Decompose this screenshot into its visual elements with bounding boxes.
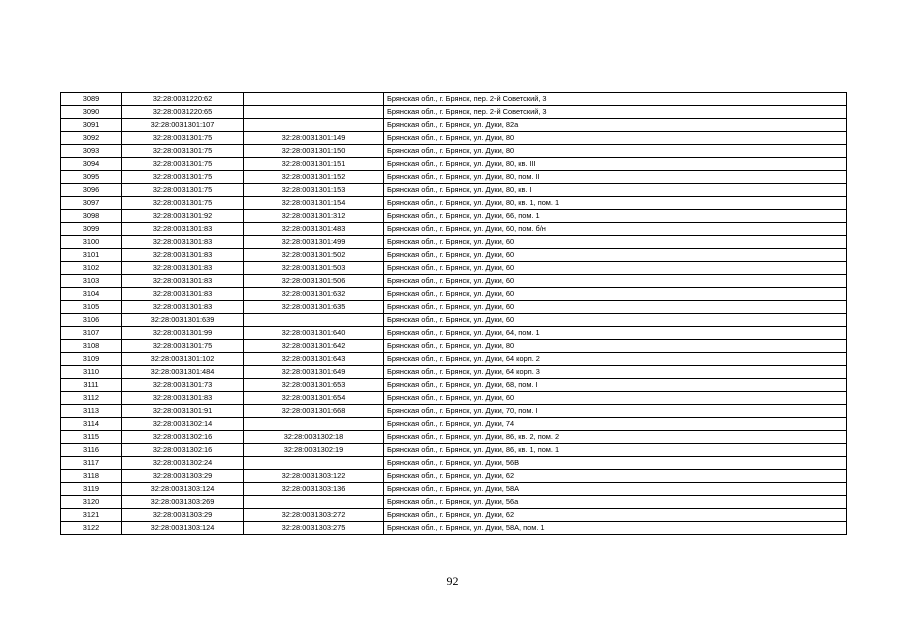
land-cadastral-number-cell: 32:28:0031302:16 [122, 444, 244, 457]
table-row [61, 145, 847, 158]
row-number-cell: 3104 [61, 288, 122, 301]
table-row [61, 314, 847, 327]
address-cell: Брянская обл., г. Брянск, ул. Дуки, 80, кв. III [384, 158, 847, 171]
land-cadastral-number-cell: 32:28:0031302:24 [122, 457, 244, 470]
row-number-cell: 3121 [61, 509, 122, 522]
land-cadastral-number-cell: 32:28:0031301:484 [122, 366, 244, 379]
land-cadastral-number-cell: 32:28:0031301:75 [122, 132, 244, 145]
object-cadastral-number-cell: 32:28:0031301:502 [244, 249, 384, 262]
object-cadastral-number-cell [244, 106, 384, 119]
table-row [61, 275, 847, 288]
object-cadastral-number-cell [244, 418, 384, 431]
address-cell: Брянская обл., г. Брянск, ул. Дуки, 74 [384, 418, 847, 431]
table-row [61, 210, 847, 223]
table-row [61, 470, 847, 483]
row-number-cell: 3107 [61, 327, 122, 340]
object-cadastral-number-cell: 32:28:0031301:152 [244, 171, 384, 184]
row-number-cell: 3105 [61, 301, 122, 314]
land-cadastral-number-cell: 32:28:0031303:269 [122, 496, 244, 509]
table-row [61, 353, 847, 366]
table-row [61, 119, 847, 132]
object-cadastral-number-cell: 32:28:0031301:642 [244, 340, 384, 353]
row-number-cell: 3106 [61, 314, 122, 327]
table-row [61, 340, 847, 353]
address-cell: Брянская обл., г. Брянск, ул. Дуки, 62 [384, 509, 847, 522]
object-cadastral-number-cell: 32:28:0031303:272 [244, 509, 384, 522]
row-number-cell: 3109 [61, 353, 122, 366]
land-cadastral-number-cell: 32:28:0031301:75 [122, 158, 244, 171]
object-cadastral-number-cell: 32:28:0031301:635 [244, 301, 384, 314]
object-cadastral-number-cell: 32:28:0031301:483 [244, 223, 384, 236]
row-number-cell: 3110 [61, 366, 122, 379]
object-cadastral-number-cell: 32:28:0031301:649 [244, 366, 384, 379]
table-row [61, 444, 847, 457]
address-cell: Брянская обл., г. Брянск, ул. Дуки, 62 [384, 470, 847, 483]
address-cell: Брянская обл., г. Брянск, ул. Дуки, 60 [384, 301, 847, 314]
row-number-cell: 3120 [61, 496, 122, 509]
row-number-cell: 3119 [61, 483, 122, 496]
table-row [61, 171, 847, 184]
address-cell: Брянская обл., г. Брянск, ул. Дуки, 86, кв. 2, пом. 2 [384, 431, 847, 444]
table-row [61, 431, 847, 444]
address-cell: Брянская обл., г. Брянск, ул. Дуки, 60 [384, 249, 847, 262]
row-number-cell: 3111 [61, 379, 122, 392]
address-cell: Брянская обл., г. Брянск, ул. Дуки, 80 [384, 145, 847, 158]
page-number: 92 [446, 574, 459, 588]
address-cell: Брянская обл., г. Брянск, ул. Дуки, 80, кв. I [384, 184, 847, 197]
land-cadastral-number-cell: 32:28:0031301:83 [122, 236, 244, 249]
object-cadastral-number-cell: 32:28:0031301:640 [244, 327, 384, 340]
address-cell: Брянская обл., г. Брянск, ул. Дуки, 60 [384, 275, 847, 288]
row-number-cell: 3117 [61, 457, 122, 470]
land-cadastral-number-cell: 32:28:0031301:75 [122, 340, 244, 353]
land-cadastral-number-cell: 32:28:0031303:124 [122, 522, 244, 535]
land-cadastral-number-cell: 32:28:0031301:92 [122, 210, 244, 223]
table-row [61, 522, 847, 535]
row-number-cell: 3092 [61, 132, 122, 145]
object-cadastral-number-cell [244, 457, 384, 470]
table-row [61, 509, 847, 522]
land-cadastral-number-cell: 32:28:0031302:16 [122, 431, 244, 444]
object-cadastral-number-cell: 32:28:0031301:668 [244, 405, 384, 418]
row-number-cell: 3097 [61, 197, 122, 210]
row-number-cell: 3115 [61, 431, 122, 444]
table-row [61, 327, 847, 340]
object-cadastral-number-cell: 32:28:0031303:275 [244, 522, 384, 535]
registry-table-body [61, 93, 847, 535]
row-number-cell: 3118 [61, 470, 122, 483]
object-cadastral-number-cell: 32:28:0031301:506 [244, 275, 384, 288]
row-number-cell: 3093 [61, 145, 122, 158]
address-cell: Брянская обл., г. Брянск, ул. Дуки, 68, пом. I [384, 379, 847, 392]
land-cadastral-number-cell: 32:28:0031301:83 [122, 301, 244, 314]
address-cell: Брянская обл., г. Брянск, ул. Дуки, 66, пом. 1 [384, 210, 847, 223]
object-cadastral-number-cell [244, 119, 384, 132]
land-cadastral-number-cell: 32:28:0031301:75 [122, 171, 244, 184]
row-number-cell: 3112 [61, 392, 122, 405]
address-cell: Брянская обл., г. Брянск, ул. Дуки, 60 [384, 314, 847, 327]
object-cadastral-number-cell: 32:28:0031301:312 [244, 210, 384, 223]
row-number-cell: 3098 [61, 210, 122, 223]
table-row [61, 483, 847, 496]
object-cadastral-number-cell: 32:28:0031301:654 [244, 392, 384, 405]
land-cadastral-number-cell: 32:28:0031220:62 [122, 93, 244, 106]
object-cadastral-number-cell [244, 496, 384, 509]
land-cadastral-number-cell: 32:28:0031301:99 [122, 327, 244, 340]
address-cell: Брянская обл., г. Брянск, ул. Дуки, 56В [384, 457, 847, 470]
table-row [61, 301, 847, 314]
land-cadastral-number-cell: 32:28:0031303:124 [122, 483, 244, 496]
address-cell: Брянская обл., г. Брянск, ул. Дуки, 64 корп. 2 [384, 353, 847, 366]
address-cell: Брянская обл., г. Брянск, ул. Дуки, 80, пом. II [384, 171, 847, 184]
row-number-cell: 3091 [61, 119, 122, 132]
object-cadastral-number-cell: 32:28:0031301:149 [244, 132, 384, 145]
table-row [61, 418, 847, 431]
object-cadastral-number-cell: 32:28:0031301:151 [244, 158, 384, 171]
address-cell: Брянская обл., г. Брянск, ул. Дуки, 58А, пом. 1 [384, 522, 847, 535]
table-row [61, 158, 847, 171]
address-cell: Брянская обл., г. Брянск, ул. Дуки, 60 [384, 392, 847, 405]
object-cadastral-number-cell: 32:28:0031301:150 [244, 145, 384, 158]
land-cadastral-number-cell: 32:28:0031301:73 [122, 379, 244, 392]
table-row [61, 223, 847, 236]
land-cadastral-number-cell: 32:28:0031301:83 [122, 288, 244, 301]
row-number-cell: 3103 [61, 275, 122, 288]
land-cadastral-number-cell: 32:28:0031301:75 [122, 184, 244, 197]
object-cadastral-number-cell: 32:28:0031301:503 [244, 262, 384, 275]
address-cell: Брянская обл., г. Брянск, ул. Дуки, 70, пом. I [384, 405, 847, 418]
address-cell: Брянская обл., г. Брянск, ул. Дуки, 80 [384, 340, 847, 353]
table-row [61, 366, 847, 379]
table-row [61, 496, 847, 509]
row-number-cell: 3100 [61, 236, 122, 249]
object-cadastral-number-cell: 32:28:0031303:122 [244, 470, 384, 483]
land-cadastral-number-cell: 32:28:0031301:91 [122, 405, 244, 418]
object-cadastral-number-cell: 32:28:0031302:19 [244, 444, 384, 457]
table-row [61, 106, 847, 119]
row-number-cell: 3113 [61, 405, 122, 418]
address-cell: Брянская обл., г. Брянск, ул. Дуки, 56а [384, 496, 847, 509]
object-cadastral-number-cell: 32:28:0031301:153 [244, 184, 384, 197]
address-cell: Брянская обл., г. Брянск, пер. 2-й Советский, 3 [384, 93, 847, 106]
land-cadastral-number-cell: 32:28:0031301:83 [122, 275, 244, 288]
row-number-cell: 3095 [61, 171, 122, 184]
land-cadastral-number-cell: 32:28:0031301:75 [122, 197, 244, 210]
row-number-cell: 3116 [61, 444, 122, 457]
land-cadastral-number-cell: 32:28:0031301:83 [122, 392, 244, 405]
address-cell: Брянская обл., г. Брянск, ул. Дуки, 60, пом. б/н [384, 223, 847, 236]
row-number-cell: 3090 [61, 106, 122, 119]
row-number-cell: 3099 [61, 223, 122, 236]
object-cadastral-number-cell: 32:28:0031301:632 [244, 288, 384, 301]
address-cell: Брянская обл., г. Брянск, ул. Дуки, 82а [384, 119, 847, 132]
table-row [61, 132, 847, 145]
land-cadastral-number-cell: 32:28:0031303:29 [122, 509, 244, 522]
object-cadastral-number-cell: 32:28:0031303:136 [244, 483, 384, 496]
object-cadastral-number-cell: 32:28:0031301:653 [244, 379, 384, 392]
row-number-cell: 3114 [61, 418, 122, 431]
land-cadastral-number-cell: 32:28:0031301:83 [122, 223, 244, 236]
table-row [61, 249, 847, 262]
table-row [61, 236, 847, 249]
object-cadastral-number-cell [244, 93, 384, 106]
land-cadastral-number-cell: 32:28:0031301:102 [122, 353, 244, 366]
object-cadastral-number-cell: 32:28:0031301:499 [244, 236, 384, 249]
address-cell: Брянская обл., г. Брянск, ул. Дуки, 86, кв. 1, пом. 1 [384, 444, 847, 457]
land-cadastral-number-cell: 32:28:0031301:107 [122, 119, 244, 132]
property-registry-table [60, 92, 847, 535]
table-row [61, 392, 847, 405]
land-cadastral-number-cell: 32:28:0031301:639 [122, 314, 244, 327]
object-cadastral-number-cell: 32:28:0031301:643 [244, 353, 384, 366]
land-cadastral-number-cell: 32:28:0031220:65 [122, 106, 244, 119]
address-cell: Брянская обл., г. Брянск, ул. Дуки, 60 [384, 236, 847, 249]
table-row [61, 288, 847, 301]
row-number-cell: 3122 [61, 522, 122, 535]
object-cadastral-number-cell: 32:28:0031302:18 [244, 431, 384, 444]
land-cadastral-number-cell: 32:28:0031301:83 [122, 249, 244, 262]
row-number-cell: 3089 [61, 93, 122, 106]
row-number-cell: 3101 [61, 249, 122, 262]
row-number-cell: 3108 [61, 340, 122, 353]
address-cell: Брянская обл., г. Брянск, ул. Дуки, 60 [384, 262, 847, 275]
row-number-cell: 3094 [61, 158, 122, 171]
table-row [61, 197, 847, 210]
table-row [61, 457, 847, 470]
address-cell: Брянская обл., г. Брянск, пер. 2-й Советский, 3 [384, 106, 847, 119]
address-cell: Брянская обл., г. Брянск, ул. Дуки, 80, кв. 1, пом. 1 [384, 197, 847, 210]
object-cadastral-number-cell: 32:28:0031301:154 [244, 197, 384, 210]
land-cadastral-number-cell: 32:28:0031303:29 [122, 470, 244, 483]
row-number-cell: 3096 [61, 184, 122, 197]
land-cadastral-number-cell: 32:28:0031301:75 [122, 145, 244, 158]
table-row [61, 184, 847, 197]
address-cell: Брянская обл., г. Брянск, ул. Дуки, 60 [384, 288, 847, 301]
row-number-cell: 3102 [61, 262, 122, 275]
table-row [61, 405, 847, 418]
table-row [61, 379, 847, 392]
land-cadastral-number-cell: 32:28:0031301:83 [122, 262, 244, 275]
table-row [61, 262, 847, 275]
address-cell: Брянская обл., г. Брянск, ул. Дуки, 58А [384, 483, 847, 496]
address-cell: Брянская обл., г. Брянск, ул. Дуки, 64, пом. 1 [384, 327, 847, 340]
address-cell: Брянская обл., г. Брянск, ул. Дуки, 80 [384, 132, 847, 145]
land-cadastral-number-cell: 32:28:0031302:14 [122, 418, 244, 431]
table-row [61, 93, 847, 106]
object-cadastral-number-cell [244, 314, 384, 327]
address-cell: Брянская обл., г. Брянск, ул. Дуки, 64 корп. 3 [384, 366, 847, 379]
